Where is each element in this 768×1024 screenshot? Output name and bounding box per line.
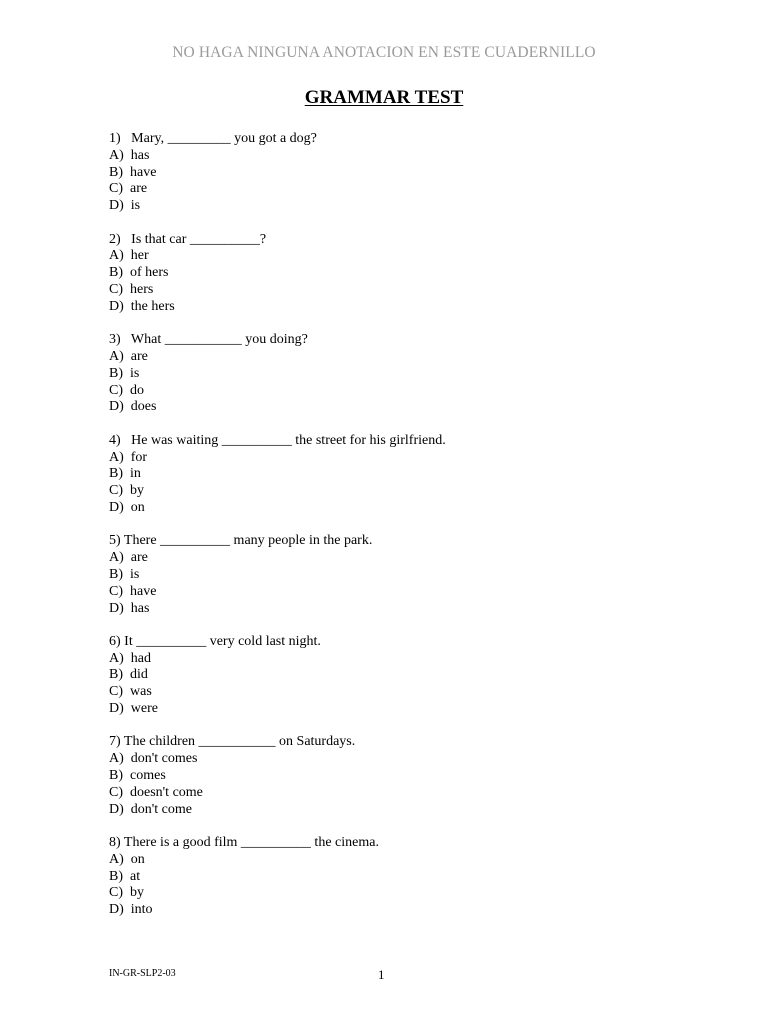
option-c: C) doesn't come (109, 784, 203, 800)
question-4 (109, 433, 669, 517)
option-c: C) have (109, 583, 157, 599)
question-text: 3) What ___________ you doing? (109, 332, 308, 348)
option-b: B) have (109, 164, 157, 180)
question-7 (109, 734, 669, 818)
question-text: 5) There __________ many people in the park. (109, 533, 373, 549)
option-b: B) in (109, 466, 141, 482)
question-3 (109, 332, 669, 416)
option-a: A) for (109, 449, 148, 465)
question-5 (109, 533, 669, 617)
question-list (109, 131, 669, 936)
option-d: D) has (109, 600, 150, 616)
question-text: 8) There is a good film __________ the cinema. (109, 835, 379, 851)
page-number: 1 (378, 967, 385, 982)
question-text: 2) Is that car __________? (109, 231, 267, 247)
option-d: D) the hers (109, 298, 175, 314)
option-c: C) by (109, 885, 144, 901)
question-8 (109, 835, 669, 919)
question-2 (109, 232, 669, 316)
option-a: A) are (109, 550, 148, 566)
option-c: C) are (109, 181, 148, 197)
option-c: C) was (109, 684, 152, 700)
document-code: IN-GR-SLP2-03 (109, 968, 176, 979)
header-notice: NO HAGA NINGUNA ANOTACION EN ESTE CUADERNILLO (172, 44, 596, 61)
question-1 (109, 131, 669, 215)
option-d: D) does (109, 399, 157, 415)
option-a: A) her (109, 248, 149, 264)
question-6 (109, 634, 669, 718)
option-b: B) is (109, 365, 140, 381)
option-a: A) on (109, 851, 145, 867)
option-d: D) is (109, 198, 141, 214)
option-a: A) has (109, 147, 150, 163)
option-a: A) are (109, 348, 148, 364)
option-c: C) hers (109, 281, 154, 297)
question-text: 7) The children ___________ on Saturdays. (109, 734, 356, 750)
option-b: B) of hers (109, 265, 169, 281)
question-text: 4) He was waiting __________ the street for his girlfriend. (109, 432, 446, 448)
option-a: A) don't comes (109, 751, 198, 767)
option-b: B) did (109, 667, 148, 683)
question-text: 6) It __________ very cold last night. (109, 633, 321, 649)
option-b: B) at (109, 868, 141, 884)
option-d: D) on (109, 499, 145, 515)
option-d: D) don't come (109, 801, 193, 817)
page-title: GRAMMAR TEST (304, 87, 464, 108)
question-text: 1) Mary, _________ you got a dog? (109, 131, 317, 146)
option-b: B) is (109, 566, 140, 582)
option-c: C) do (109, 382, 144, 398)
option-b: B) comes (109, 768, 166, 784)
option-c: C) by (109, 483, 144, 499)
option-d: D) into (109, 902, 153, 918)
option-a: A) had (109, 650, 151, 666)
option-d: D) were (109, 701, 158, 717)
